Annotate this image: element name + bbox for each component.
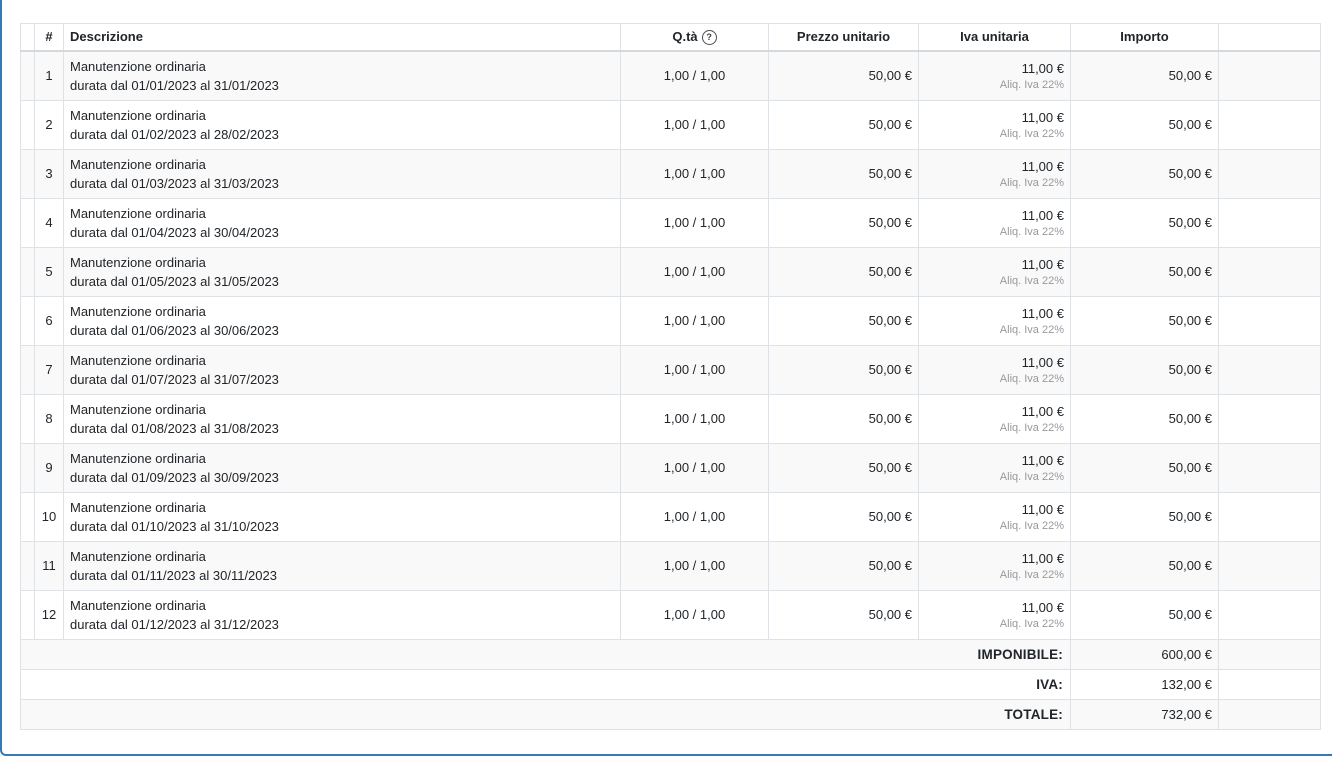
row-amount-cell: 50,00 € — [1071, 590, 1219, 639]
row-vat-rate-text: Aliq. Iva 22% — [999, 617, 1064, 630]
row-amount-cell: 50,00 € — [1071, 198, 1219, 247]
summary-row — [21, 669, 1321, 699]
row-description-text: Manutenzione ordinaria — [70, 58, 206, 74]
header-actions-spacer — [1219, 24, 1321, 51]
row-unit-price-cell: 50,00 € — [769, 296, 919, 345]
row-period-text: durata dal 01/05/2023 al 31/05/2023 — [70, 273, 279, 289]
row-unit-vat-cell — [919, 492, 1071, 541]
header-description: Descrizione — [64, 24, 621, 51]
row-amount-cell: 50,00 € — [1071, 100, 1219, 149]
row-amount-cell: 50,00 € — [1071, 149, 1219, 198]
row-amount-cell: 50,00 € — [1071, 345, 1219, 394]
row-unit-vat-cell — [919, 247, 1071, 296]
row-unit-vat-cell — [919, 296, 1071, 345]
row-description-text: Manutenzione ordinaria — [70, 205, 206, 221]
row-unit-vat-text: 11,00 € — [1021, 60, 1064, 76]
row-description-text: Manutenzione ordinaria — [70, 156, 206, 172]
row-quantity-cell: 1,00 / 1,00 — [621, 492, 769, 541]
row-vat-rate-text: Aliq. Iva 22% — [999, 323, 1064, 336]
row-period-text: durata dal 01/02/2023 al 28/02/2023 — [70, 126, 279, 142]
row-unit-vat-cell — [919, 149, 1071, 198]
row-period-text: durata dal 01/04/2023 al 30/04/2023 — [70, 224, 279, 240]
row-grip-cell — [21, 541, 35, 590]
row-number-cell: 4 — [35, 198, 64, 247]
row-actions-cell — [1219, 541, 1321, 590]
row-vat-rate-text: Aliq. Iva 22% — [999, 176, 1064, 189]
row-quantity-cell: 1,00 / 1,00 — [621, 100, 769, 149]
row-description-cell — [64, 590, 621, 639]
row-actions-cell — [1219, 394, 1321, 443]
row-description-cell — [64, 100, 621, 149]
row-amount-cell: 50,00 € — [1071, 492, 1219, 541]
row-unit-vat-cell — [919, 345, 1071, 394]
row-quantity-cell: 1,00 / 1,00 — [621, 345, 769, 394]
row-unit-price-cell: 50,00 € — [769, 492, 919, 541]
row-actions-cell — [1219, 590, 1321, 639]
invoice-line-row[interactable] — [21, 100, 1321, 149]
row-description-cell — [64, 247, 621, 296]
row-unit-price-cell: 50,00 € — [769, 394, 919, 443]
invoice-line-row[interactable] — [21, 51, 1321, 101]
row-period-text: durata dal 01/11/2023 al 30/11/2023 — [70, 567, 277, 583]
row-amount-cell: 50,00 € — [1071, 541, 1219, 590]
invoice-line-row[interactable] — [21, 296, 1321, 345]
row-grip-cell — [21, 590, 35, 639]
row-amount-cell: 50,00 € — [1071, 443, 1219, 492]
row-quantity-cell: 1,00 / 1,00 — [621, 51, 769, 101]
row-actions-cell — [1219, 100, 1321, 149]
summary-label: IVA: — [21, 669, 1071, 699]
row-period-text: durata dal 01/07/2023 al 31/07/2023 — [70, 371, 279, 387]
row-description-text: Manutenzione ordinaria — [70, 401, 206, 417]
invoice-line-row[interactable] — [21, 394, 1321, 443]
row-unit-price-cell: 50,00 € — [769, 51, 919, 101]
row-description-cell — [64, 198, 621, 247]
row-grip-cell — [21, 51, 35, 101]
row-number-cell: 7 — [35, 345, 64, 394]
row-vat-rate-text: Aliq. Iva 22% — [999, 421, 1064, 434]
row-description-text: Manutenzione ordinaria — [70, 548, 206, 564]
row-quantity-cell: 1,00 / 1,00 — [621, 247, 769, 296]
row-unit-price-cell: 50,00 € — [769, 590, 919, 639]
row-unit-vat-cell — [919, 590, 1071, 639]
row-unit-vat-text: 11,00 € — [1021, 158, 1064, 174]
row-actions-cell — [1219, 149, 1321, 198]
row-amount-cell: 50,00 € — [1071, 247, 1219, 296]
row-description-text: Manutenzione ordinaria — [70, 303, 206, 319]
row-unit-vat-text: 11,00 € — [1021, 354, 1064, 370]
row-quantity-cell: 1,00 / 1,00 — [621, 149, 769, 198]
row-description-text: Manutenzione ordinaria — [70, 107, 206, 123]
header-row-number: # — [35, 24, 64, 51]
row-vat-rate-text: Aliq. Iva 22% — [999, 470, 1064, 483]
row-vat-rate-text: Aliq. Iva 22% — [999, 78, 1064, 91]
row-vat-rate-text: Aliq. Iva 22% — [999, 225, 1064, 238]
invoice-line-row[interactable] — [21, 541, 1321, 590]
row-amount-cell: 50,00 € — [1071, 296, 1219, 345]
summary-value: 600,00 € — [1071, 639, 1219, 669]
invoice-line-row[interactable] — [21, 590, 1321, 639]
row-period-text: durata dal 01/12/2023 al 31/12/2023 — [70, 616, 279, 632]
row-grip-cell — [21, 198, 35, 247]
row-unit-vat-cell — [919, 394, 1071, 443]
row-unit-price-cell: 50,00 € — [769, 198, 919, 247]
row-unit-vat-cell — [919, 51, 1071, 101]
row-unit-vat-cell — [919, 541, 1071, 590]
row-grip-cell — [21, 247, 35, 296]
row-period-text: durata dal 01/09/2023 al 30/09/2023 — [70, 469, 279, 485]
row-description-cell — [64, 296, 621, 345]
invoice-lines-table — [20, 23, 1321, 730]
row-amount-cell: 50,00 € — [1071, 51, 1219, 101]
row-description-text: Manutenzione ordinaria — [70, 352, 206, 368]
header-amount: Importo — [1071, 24, 1219, 51]
summary-row — [21, 699, 1321, 729]
row-number-cell: 8 — [35, 394, 64, 443]
summary-value: 732,00 € — [1071, 699, 1219, 729]
row-description-cell — [64, 394, 621, 443]
row-number-cell: 11 — [35, 541, 64, 590]
row-quantity-cell: 1,00 / 1,00 — [621, 541, 769, 590]
row-unit-price-cell: 50,00 € — [769, 443, 919, 492]
row-vat-rate-text: Aliq. Iva 22% — [999, 372, 1064, 385]
row-grip-cell — [21, 345, 35, 394]
summary-value: 132,00 € — [1071, 669, 1219, 699]
row-number-cell: 6 — [35, 296, 64, 345]
row-unit-vat-cell — [919, 443, 1071, 492]
row-period-text: durata dal 01/10/2023 al 31/10/2023 — [70, 518, 279, 534]
row-unit-price-cell: 50,00 € — [769, 345, 919, 394]
header-unit-vat: Iva unitaria — [919, 24, 1071, 51]
invoice-line-row[interactable] — [21, 198, 1321, 247]
row-description-cell — [64, 541, 621, 590]
row-vat-rate-text: Aliq. Iva 22% — [999, 127, 1064, 140]
row-description-text: Manutenzione ordinaria — [70, 450, 206, 466]
row-actions-cell — [1219, 492, 1321, 541]
row-period-text: durata dal 01/01/2023 al 31/01/2023 — [70, 77, 279, 93]
row-description-text: Manutenzione ordinaria — [70, 597, 206, 613]
row-unit-price-cell: 50,00 € — [769, 541, 919, 590]
row-unit-vat-text: 11,00 € — [1021, 207, 1064, 223]
row-grip-cell — [21, 296, 35, 345]
row-quantity-cell: 1,00 / 1,00 — [621, 590, 769, 639]
row-number-cell: 10 — [35, 492, 64, 541]
row-number-cell: 12 — [35, 590, 64, 639]
row-grip-cell — [21, 149, 35, 198]
row-unit-vat-text: 11,00 € — [1021, 403, 1064, 419]
row-description-text: Manutenzione ordinaria — [70, 254, 206, 270]
invoice-line-row[interactable] — [21, 149, 1321, 198]
summary-row — [21, 639, 1321, 669]
row-actions-cell — [1219, 51, 1321, 101]
row-quantity-cell: 1,00 / 1,00 — [621, 443, 769, 492]
row-description-cell — [64, 149, 621, 198]
row-period-text: durata dal 01/08/2023 al 31/08/2023 — [70, 420, 279, 436]
summary-actions-cell — [1219, 639, 1321, 669]
row-unit-vat-text: 11,00 € — [1021, 256, 1064, 272]
row-number-cell: 3 — [35, 149, 64, 198]
row-unit-vat-text: 11,00 € — [1021, 109, 1064, 125]
row-actions-cell — [1219, 247, 1321, 296]
row-description-cell — [64, 345, 621, 394]
row-unit-vat-cell — [919, 198, 1071, 247]
row-period-text: durata dal 01/03/2023 al 31/03/2023 — [70, 175, 279, 191]
row-quantity-cell: 1,00 / 1,00 — [621, 296, 769, 345]
row-vat-rate-text: Aliq. Iva 22% — [999, 519, 1064, 532]
row-unit-vat-cell — [919, 100, 1071, 149]
row-unit-vat-text: 11,00 € — [1021, 452, 1064, 468]
row-unit-vat-text: 11,00 € — [1021, 305, 1064, 321]
row-vat-rate-text: Aliq. Iva 22% — [999, 568, 1064, 581]
invoice-line-row[interactable] — [21, 492, 1321, 541]
row-unit-vat-text: 11,00 € — [1021, 501, 1064, 517]
row-description-text: Manutenzione ordinaria — [70, 499, 206, 515]
row-number-cell: 1 — [35, 51, 64, 101]
header-grip-spacer — [21, 24, 35, 51]
row-period-text: durata dal 01/06/2023 al 30/06/2023 — [70, 322, 279, 338]
row-quantity-cell: 1,00 / 1,00 — [621, 198, 769, 247]
header-unit-price: Prezzo unitario — [769, 24, 919, 51]
row-grip-cell — [21, 492, 35, 541]
row-description-cell — [64, 443, 621, 492]
invoice-line-row[interactable] — [21, 345, 1321, 394]
table-header-row — [21, 24, 1321, 51]
invoice-line-row[interactable] — [21, 443, 1321, 492]
summary-label: TOTALE: — [21, 699, 1071, 729]
row-number-cell: 5 — [35, 247, 64, 296]
row-unit-vat-text: 11,00 € — [1021, 550, 1064, 566]
row-unit-price-cell: 50,00 € — [769, 100, 919, 149]
summary-label: IMPONIBILE: — [21, 639, 1071, 669]
row-description-cell — [64, 492, 621, 541]
row-number-cell: 2 — [35, 100, 64, 149]
row-grip-cell — [21, 100, 35, 149]
invoice-line-row[interactable] — [21, 247, 1321, 296]
summary-actions-cell — [1219, 699, 1321, 729]
quantity-help-icon[interactable]: ? — [702, 30, 717, 45]
row-unit-price-cell: 50,00 € — [769, 247, 919, 296]
row-actions-cell — [1219, 345, 1321, 394]
row-grip-cell — [21, 443, 35, 492]
row-number-cell: 9 — [35, 443, 64, 492]
row-unit-vat-text: 11,00 € — [1021, 599, 1064, 615]
row-amount-cell: 50,00 € — [1071, 394, 1219, 443]
header-quantity-label: Q.tà — [672, 28, 698, 44]
row-quantity-cell: 1,00 / 1,00 — [621, 394, 769, 443]
row-vat-rate-text: Aliq. Iva 22% — [999, 274, 1064, 287]
header-quantity — [621, 24, 769, 51]
row-actions-cell — [1219, 443, 1321, 492]
row-actions-cell — [1219, 198, 1321, 247]
row-description-cell — [64, 51, 621, 101]
row-unit-price-cell: 50,00 € — [769, 149, 919, 198]
row-grip-cell — [21, 394, 35, 443]
summary-actions-cell — [1219, 669, 1321, 699]
row-actions-cell — [1219, 296, 1321, 345]
